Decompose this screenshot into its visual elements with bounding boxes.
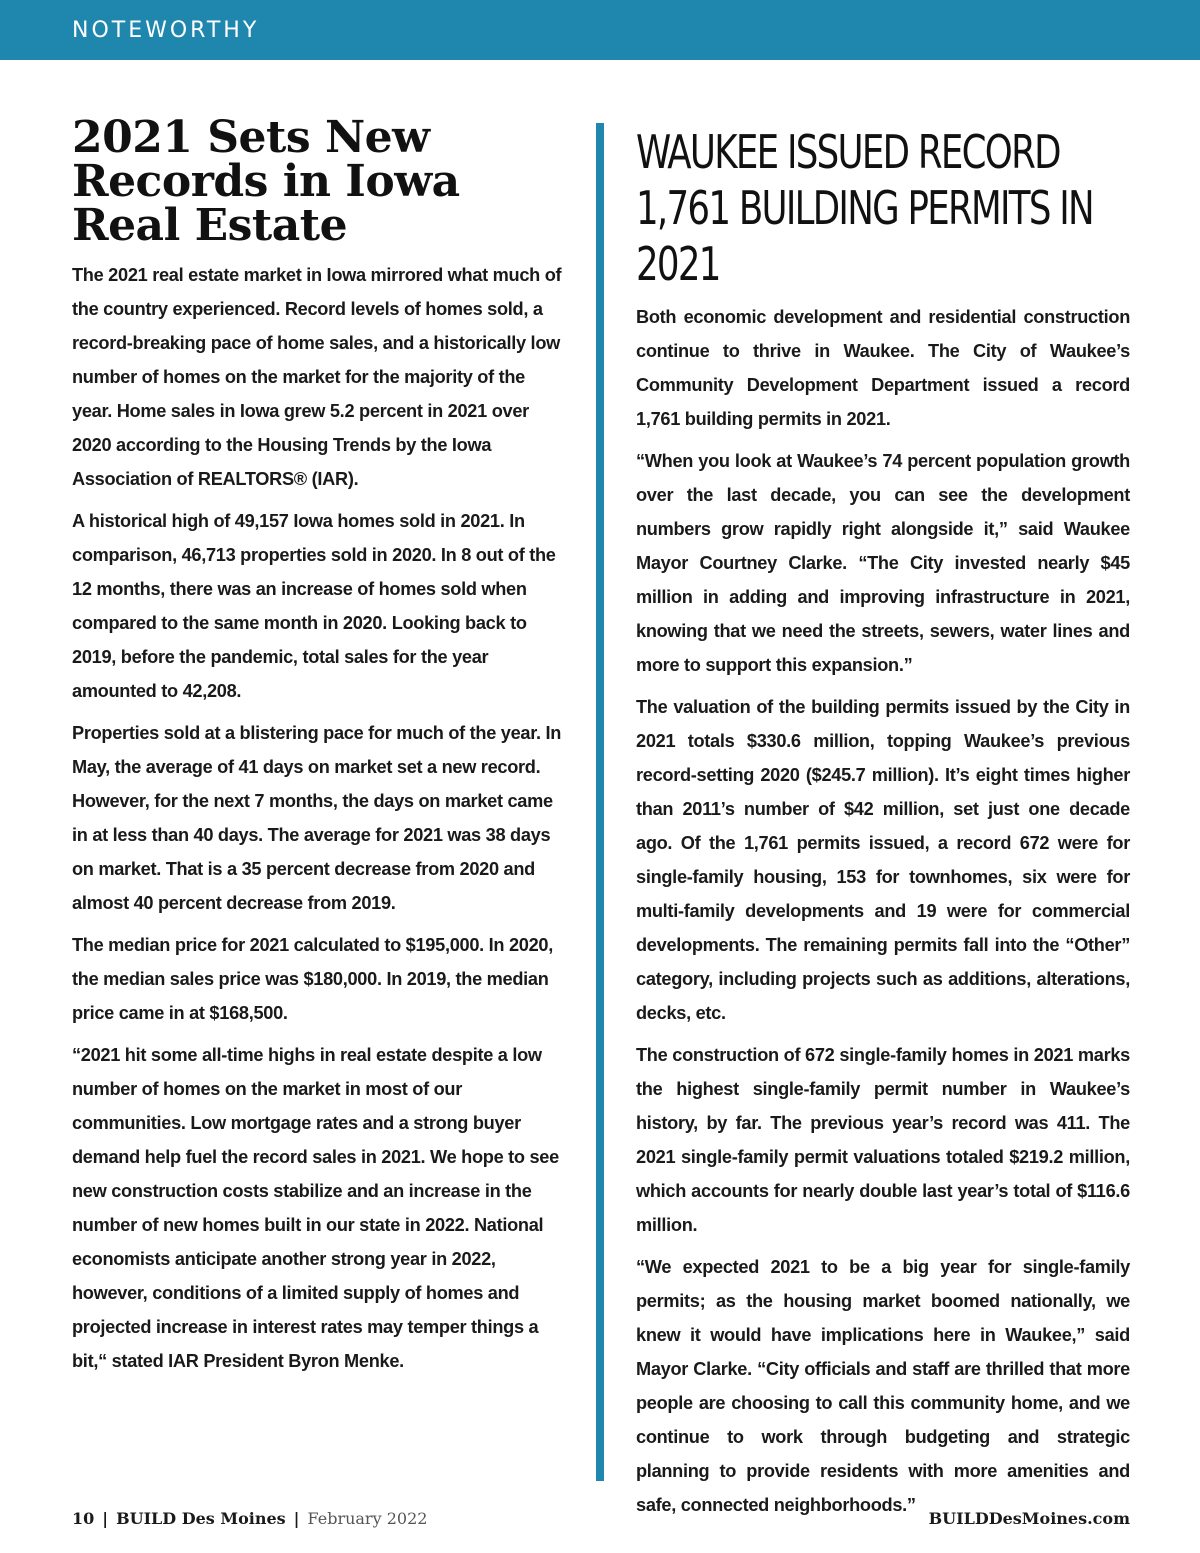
column-divider	[596, 123, 604, 1481]
footer-website: BUILDDesMoines.com	[928, 1509, 1130, 1528]
paragraph: The construction of 672 single-family homes in 2021 marks the highest single-family permit number in Waukee’s history, by far. The previous year’s record was 411. The 2021 single-family permit valuations totaled $219.2 million, which accounts for nearly double last year’s total of $116.6 million.	[636, 1045, 1130, 1235]
paragraph: The 2021 real estate market in Iowa mirrored what much of the country experienced. Record levels of homes sold, a record-breaking pace of home sales, and a historically low number of homes on the market for the majority of the year. Home sales in Iowa grew 5.2 percent in 2021 over 2020 according to the Housing Trends by the Iowa Association of REALTORS® (IAR).	[72, 265, 562, 489]
issue-date: February 2022	[307, 1509, 428, 1528]
paragraph: The valuation of the building permits issued by the City in 2021 totals $330.6 million, topping Waukee’s previous record-setting 2020 ($245.7 million). It’s eight times higher than 2011’s number of $42 million, set just one decade ago. Of the 1,761 permits issued, a record 672 were for single-family housing, 153 for townhomes, six were for multi-family developments and 19 were for commercial developments. The remaining permits fall into the “Other” category, including projects such as additions, alterations, decks, etc.	[636, 697, 1130, 1023]
footer-folio	[72, 1509, 427, 1528]
left-article-body	[72, 258, 566, 1378]
footer-separator: |	[102, 1509, 109, 1528]
paragraph: The median price for 2021 calculated to $195,000. In 2020, the median sales price was $180,000. In 2019, the median price came in at $168,500.	[72, 935, 553, 1023]
paragraph: Properties sold at a blistering pace for much of the year. In May, the average of 41 days on market set a new record. However, for the next 7 months, the days on market came in at less than 40 days. The average for 2021 was 38 days on market. That is a 35 percent decrease from 2020 and almost 40 percent decrease from 2019.	[72, 723, 562, 913]
paragraph: Both economic development and residential construction continue to thrive in Waukee. The City of Waukee’s Community Development Department issued a record 1,761 building permits in 2021.	[636, 307, 1130, 429]
publication-name: BUILD Des Moines	[116, 1509, 286, 1528]
paragraph: “When you look at Waukee’s 74 percent population growth over the last decade, you can see the development numbers grow rapidly right alongside it,” said Waukee Mayor Courtney Clarke. “The City invested nearly $45 million in adding and improving infrastructure in 2021, knowing that we need the streets, sewers, water lines and more to support this expansion.”	[636, 451, 1130, 675]
left-article	[72, 112, 566, 1386]
footer-separator: |	[293, 1509, 300, 1528]
paragraph: “We expected 2021 to be a big year for single-family permits; as the housing market boomed nationally, we knew it would have implications here in Waukee,” said Mayor Clarke. “City officials and staff are thrilled that more people are choosing to call this community home, and we continue to work through budgeting and strategic planning to provide residents with more amenities and safe, connected neighborhoods.”	[636, 1257, 1130, 1515]
right-article-title: WAUKEE ISSUED RECORD 1,761 BUILDING PERMITS IN 2021	[636, 125, 1093, 291]
left-article-title: 2021 Sets New Records in Iowa Real Estate	[72, 112, 460, 251]
paragraph: A historical high of 49,157 Iowa homes sold in 2021. In comparison, 46,713 properties sold in 2020. In 8 out of the 12 months, there was an increase of homes sold when compared to the same month in 2020. Looking back to 2019, before the pandemic, total sales for the year amounted to 42,208.	[72, 511, 556, 701]
section-label: NOTEWORTHY	[72, 18, 260, 43]
right-article-body	[636, 300, 1130, 1522]
section-header-bar	[0, 0, 1200, 60]
page-number: 10	[72, 1509, 95, 1528]
paragraph: “2021 hit some all-time highs in real estate despite a low number of homes on the market in most of our communities. Low mortgage rates and a strong buyer demand help fuel the record sales in 2021. We hope to see new construction costs stabilize and an increase in the number of new homes built in our state in 2022. National economists anticipate another strong year in 2022, however, conditions of a limited supply of homes and projected increase in interest rates may temper things a bit,“ stated IAR President Byron Menke.	[72, 1045, 559, 1371]
right-article	[636, 124, 1130, 1530]
